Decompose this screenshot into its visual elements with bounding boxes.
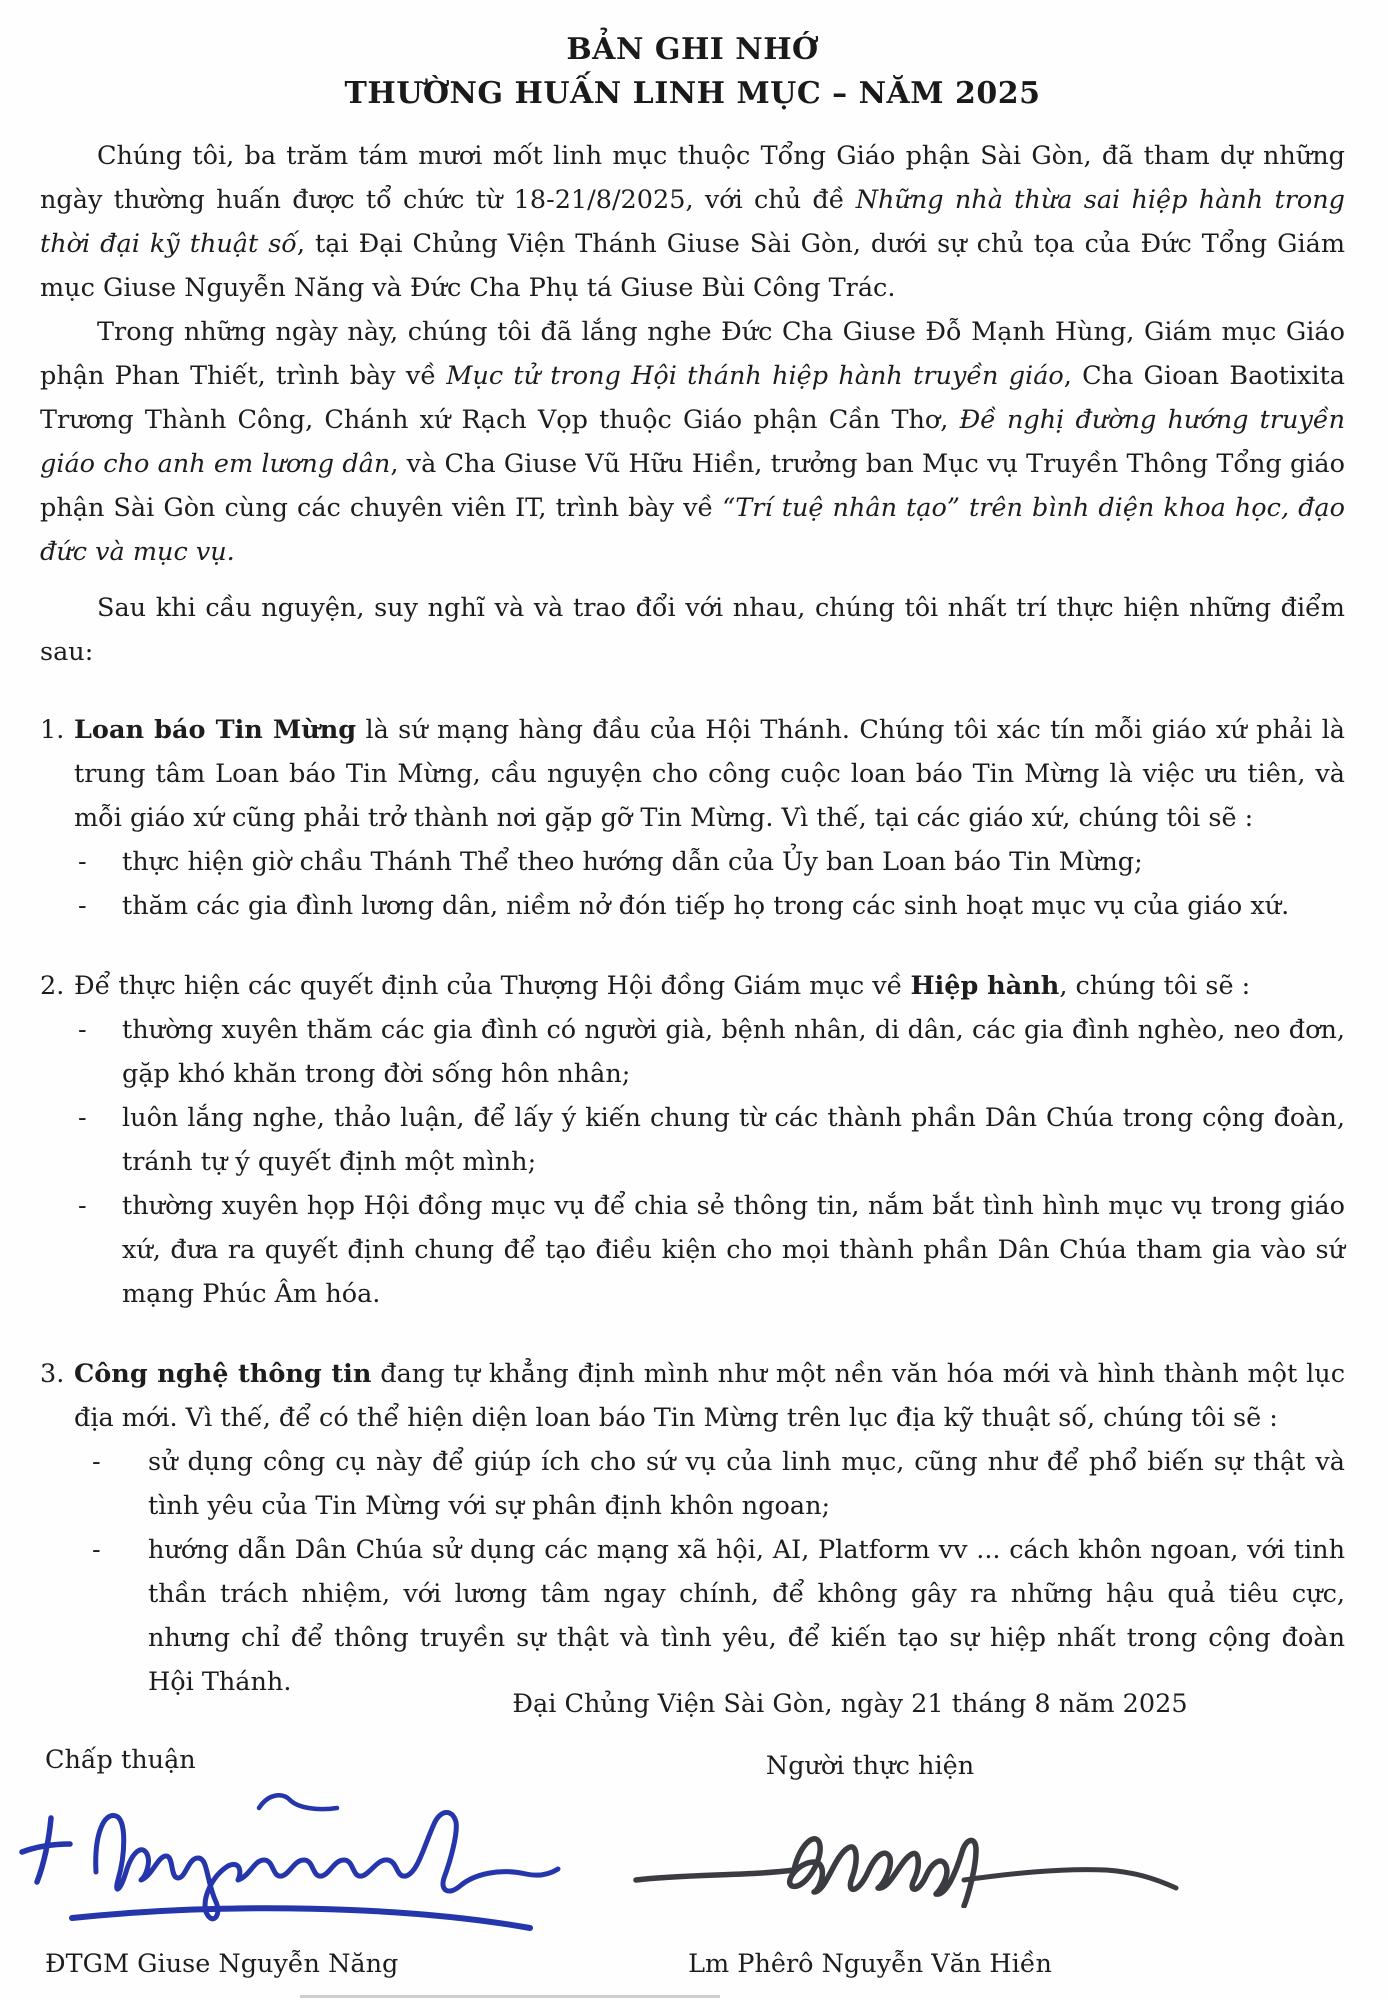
text-run: là sứ mạng hàng đầu của Hội Thánh. Chúng tôi xác tín mỗi giáo xứ phải là trung tâm Loan báo Tin Mừng, cầu nguyện cho công cuộc loan báo Tin Mừng là việc ưu tiên, và mỗi giáo xứ cũng phải trở thành nơi gặp gỡ Tin Mừng. Vì thế, tại các giáo xứ, chúng tôi sẽ : [74, 715, 1345, 833]
item-number: 2. [40, 971, 65, 1001]
bullet-dash: - [78, 1015, 87, 1045]
bullet-text [122, 1096, 1345, 1184]
text-run: Mục tử trong Hội thánh hiệp hành truyền giáo [446, 361, 1064, 391]
bullet-text [122, 1184, 1345, 1316]
executor-label: Người thực hiện [765, 1751, 975, 1781]
text-run: Loan báo Tin Mừng [74, 715, 357, 745]
bullet-dash: - [78, 1103, 87, 1133]
archbishop-signature [6, 1768, 566, 1938]
text-run: luôn lắng nghe, thảo luận, để lấy ý kiến chung từ các thành phần Dân Chúa trong cộng đoàn, tránh tự ý quyết định một mình; [122, 1103, 1345, 1177]
title-line-2: THƯỜNG HUẤN LINH MỤC – NĂM 2025 [344, 76, 1041, 111]
item-body [74, 964, 1345, 1316]
bullet-dash: - [92, 1535, 101, 1565]
text-run: Những nhà thừa sai hiệp hành trong thời đại kỹ thuật số [40, 185, 1345, 259]
bullet-dash: - [78, 891, 87, 921]
bullet-text [148, 1440, 1345, 1528]
text-run: Đề nghị đường hướng truyền giáo cho anh em lương dân [40, 405, 1345, 479]
bullet-row [74, 840, 1345, 884]
priest-signature [628, 1818, 1188, 1908]
item-lead [74, 964, 1345, 1008]
text-run: , tại Đại Chủng Viện Thánh Giuse Sài Gòn, dưới sự chủ tọa của Đức Tổng Giám mục Giuse Nguyễn Năng và Đức Cha Phụ tá Giuse Bùi Công Trác. [40, 229, 1346, 303]
paragraph-resolution-intro [40, 586, 1345, 674]
numbered-item-2 [40, 964, 1345, 1316]
text-run: , chúng tôi sẽ : [1059, 971, 1251, 1001]
item-number: 3. [40, 1359, 65, 1389]
bullet-text [122, 884, 1345, 928]
paragraph-speakers [40, 310, 1345, 574]
approval-label: Chấp thuận [45, 1745, 196, 1775]
text-run: Trong những ngày này, chúng tôi đã lắng nghe Đức Cha Giuse Đỗ Mạnh Hùng, Giám mục Giáo phận Phan Thiết, trình bày về [40, 317, 1345, 391]
text-run: đang tự khẳng định mình như một nền văn hóa mới và hình thành một lục địa mới. Vì thế, để có thể hiện diện loan báo Tin Mừng trên lục địa kỹ thuật số, chúng tôi sẽ : [74, 1359, 1345, 1433]
bullet-dash: - [92, 1447, 101, 1477]
text-run: , Cha Gioan Baotixita Trương Thành Công, Chánh xứ Rạch Vọp thuộc Giáo phận Cần Thơ, [40, 361, 1346, 435]
bullet-row [74, 884, 1345, 928]
signature-tail-stroke [964, 1870, 1176, 1888]
numbered-item-3 [40, 1352, 1345, 1704]
text-run: hướng dẫn Dân Chúa sử dụng các mạng xã hội, AI, Platform vv ... cách khôn ngoan, với tinh thần trách nhiệm, với lương tâm ngay chính, để không gây ra những hậu quả tiêu cực, nhưng chỉ để thông truyền sự thật và tình yêu, để kiến tạo sự hiệp nhất trong cộng đoàn Hội Thánh. [148, 1535, 1345, 1697]
bullet-dash: - [78, 1191, 87, 1221]
text-run: Để thực hiện các quyết định của Thượng Hội đồng Giám mục về [74, 971, 911, 1001]
signature-tilde-mark [259, 1795, 337, 1809]
text-run: thực hiện giờ chầu Thánh Thể theo hướng dẫn của Ủy ban Loan báo Tin Mừng; [122, 847, 1143, 877]
bullet-text [122, 1008, 1345, 1096]
text-run: thường xuyên thăm các gia đình có người già, bệnh nhân, di dân, các gia đình nghèo, neo đơn, gặp khó khăn trong đời sống hôn nhân; [122, 1015, 1345, 1089]
document-title [40, 28, 1345, 116]
bullet-dash: - [78, 847, 87, 877]
paragraph-intro [40, 134, 1345, 310]
bullet-row [74, 1008, 1345, 1096]
title-line-1: BẢN GHI NHỚ [566, 32, 819, 67]
item-lead [74, 708, 1345, 840]
text-run: Công nghệ thông tin [74, 1359, 372, 1389]
archbishop-name: ĐTGM Giuse Nguyễn Năng [45, 1949, 399, 1979]
signature-scribble-stroke [636, 1839, 976, 1906]
numbered-item-1 [40, 708, 1345, 928]
text-run: “Trí tuệ nhân tạo” trên bình diện khoa học, đạo đức và mục vụ. [40, 493, 1345, 567]
bullet-text [122, 840, 1345, 884]
bullet-row [74, 1184, 1345, 1316]
item-number: 1. [40, 715, 65, 745]
text-run: Hiệp hành [910, 971, 1060, 1001]
item-lead [74, 1352, 1345, 1440]
item-body [74, 1352, 1345, 1704]
text-run: Sau khi cầu nguyện, suy nghĩ và và trao đổi với nhau, chúng tôi nhất trí thực hiện những điểm sau: [40, 593, 1345, 667]
text-run: thường xuyên họp Hội đồng mục vụ để chia sẻ thông tin, nắm bắt tình hình mục vụ trong giáo xứ, đưa ra quyết định chung để tạo điều kiện cho mọi thành phần Dân Chúa tham gia vào sứ mạng Phúc Âm hóa. [122, 1191, 1345, 1309]
text-run: thăm các gia đình lương dân, niềm nở đón tiếp họ trong các sinh hoạt mục vụ của giáo xứ. [122, 891, 1290, 921]
text-run: Chúng tôi, ba trăm tám mươi mốt linh mục thuộc Tổng Giáo phận Sài Gòn, đã tham dự những ngày thường huấn được tổ chức từ 18-21/8/2025, với chủ đề [40, 141, 1345, 215]
item-body [74, 708, 1345, 928]
episcopal-cross-mark [22, 1818, 70, 1882]
priest-name: Lm Phêrô Nguyễn Văn Hiền [688, 1949, 1052, 1979]
signature-cursive-stroke [96, 1812, 558, 1918]
place-date-line: Đại Chủng Viện Sài Gòn, ngày 21 tháng 8 năm 2025 [512, 1689, 1188, 1719]
text-run: sử dụng công cụ này để giúp ích cho sứ vụ của linh mục, cũng như để phổ biến sự thật và tình yêu của Tin Mừng với sự phân định khôn ngoan; [148, 1447, 1345, 1521]
text-run: , và Cha Giuse Vũ Hữu Hiền, trưởng ban Mục vụ Truyền Thông Tổng giáo phận Sài Gòn cùng các chuyên viên IT, trình bày về [40, 449, 1345, 523]
signature-underline [72, 1908, 530, 1928]
scan-artifact [300, 1995, 720, 1998]
bullet-row [74, 1096, 1345, 1184]
closing-section [0, 1670, 1388, 2000]
bullet-row [74, 1440, 1345, 1528]
